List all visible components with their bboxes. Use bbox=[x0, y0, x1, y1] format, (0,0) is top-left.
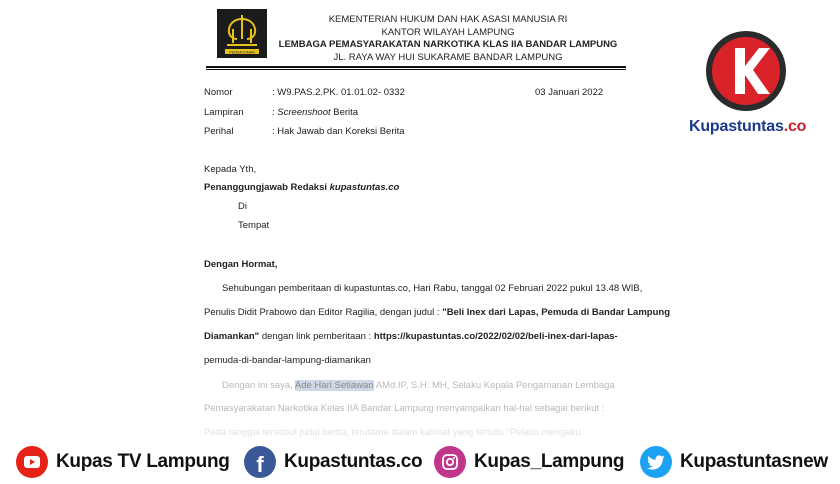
pengayoman-logo bbox=[217, 9, 267, 58]
address-line: JL. RAYA WAY HUI SUKARAME BANDAR LAMPUNG bbox=[333, 52, 563, 63]
greeting: Dengan Hormat, bbox=[204, 259, 278, 270]
social-twitter-label: Kupastuntasnew bbox=[680, 451, 828, 472]
letter-date: 03 Januari 2022 bbox=[535, 87, 604, 98]
facebook-icon: f bbox=[244, 446, 276, 478]
recipient-line: Penanggungjawab Redaksi kupastuntas.co bbox=[204, 182, 400, 193]
social-instagram[interactable] bbox=[434, 446, 624, 478]
social-youtube[interactable] bbox=[16, 446, 230, 478]
social-facebook[interactable] bbox=[244, 446, 422, 478]
kupastuntas-logo bbox=[703, 30, 789, 117]
letterhead-rule bbox=[206, 66, 626, 68]
paragraph1-line4: pemuda-di-bandar-lampung-diamankan bbox=[204, 355, 371, 366]
perihal-value: : Hak Jawab dan Koreksi Berita bbox=[272, 126, 405, 137]
svg-text:PENGAYOMAN: PENGAYOMAN bbox=[229, 50, 255, 55]
social-facebook-label: Kupastuntas.co bbox=[284, 451, 423, 472]
lampiran-label: Lampiran bbox=[204, 107, 244, 118]
institution-line: LEMBAGA PEMASYARAKATAN NARKOTIKA KLAS IIA BANDAR LAMPUNG bbox=[278, 39, 618, 50]
paragraph2-line2: Pemasyarakatan Narkotika Kelas IIA Bandar Lampung menyampaikan hal-hal sebagai berikut : bbox=[204, 403, 605, 414]
instagram-icon bbox=[434, 446, 466, 478]
kepada-line: Kepada Yth, bbox=[204, 164, 257, 175]
twitter-icon bbox=[640, 446, 672, 478]
social-instagram-label: Kupas_Lampung bbox=[474, 451, 625, 472]
nomor-value: : W9.PAS.2.PK. 01.01.02- 0332 bbox=[272, 87, 405, 98]
paragraph1-line3: Diamankan" dengan link pemberitaan : https://kupastuntas.co/2022/02/02/beli-inex-dari-lapas- bbox=[204, 331, 618, 342]
perihal-label: Perihal bbox=[204, 126, 234, 137]
youtube-icon bbox=[16, 446, 48, 478]
paragraph2-line3: Pada tanggal tersebut judul berita, terutama dalam kalimat yang tertulis "Pelaku mengaku bbox=[204, 427, 581, 438]
social-twitter[interactable] bbox=[640, 446, 828, 478]
brand-name: Kupastuntas.co bbox=[689, 118, 807, 135]
tempat-line: Tempat bbox=[238, 220, 270, 231]
regional-office-line: KANTOR WILAYAH LAMPUNG bbox=[381, 27, 515, 38]
paragraph1-line2: Penulis Didit Prabowo dan Editor Ragilia, dengan judul : "Beli Inex dari Lapas, Pemuda di Bandar Lampung bbox=[204, 307, 670, 318]
social-youtube-label: Kupas TV Lampung bbox=[56, 451, 230, 472]
di-line: Di bbox=[238, 201, 247, 212]
ministry-line: KEMENTERIAN HUKUM DAN HAK ASASI MANUSIA RI bbox=[328, 14, 568, 25]
paragraph1-line1: Sehubungan pemberitaan di kupastuntas.co, Hari Rabu, tanggal 02 Februari 2022 pukul 13.48 WIB, bbox=[222, 283, 643, 294]
lampiran-value: : Screenshoot Berita bbox=[272, 107, 359, 118]
letterhead-rule-thin bbox=[206, 69, 626, 70]
paragraph2-line1: Dengan ini saya, Ade Hari Setiawan AMd.IP, S.H. MH, Selaku Kepala Pengamanan Lembaga bbox=[222, 380, 615, 391]
nomor-label: Nomor bbox=[204, 87, 233, 98]
